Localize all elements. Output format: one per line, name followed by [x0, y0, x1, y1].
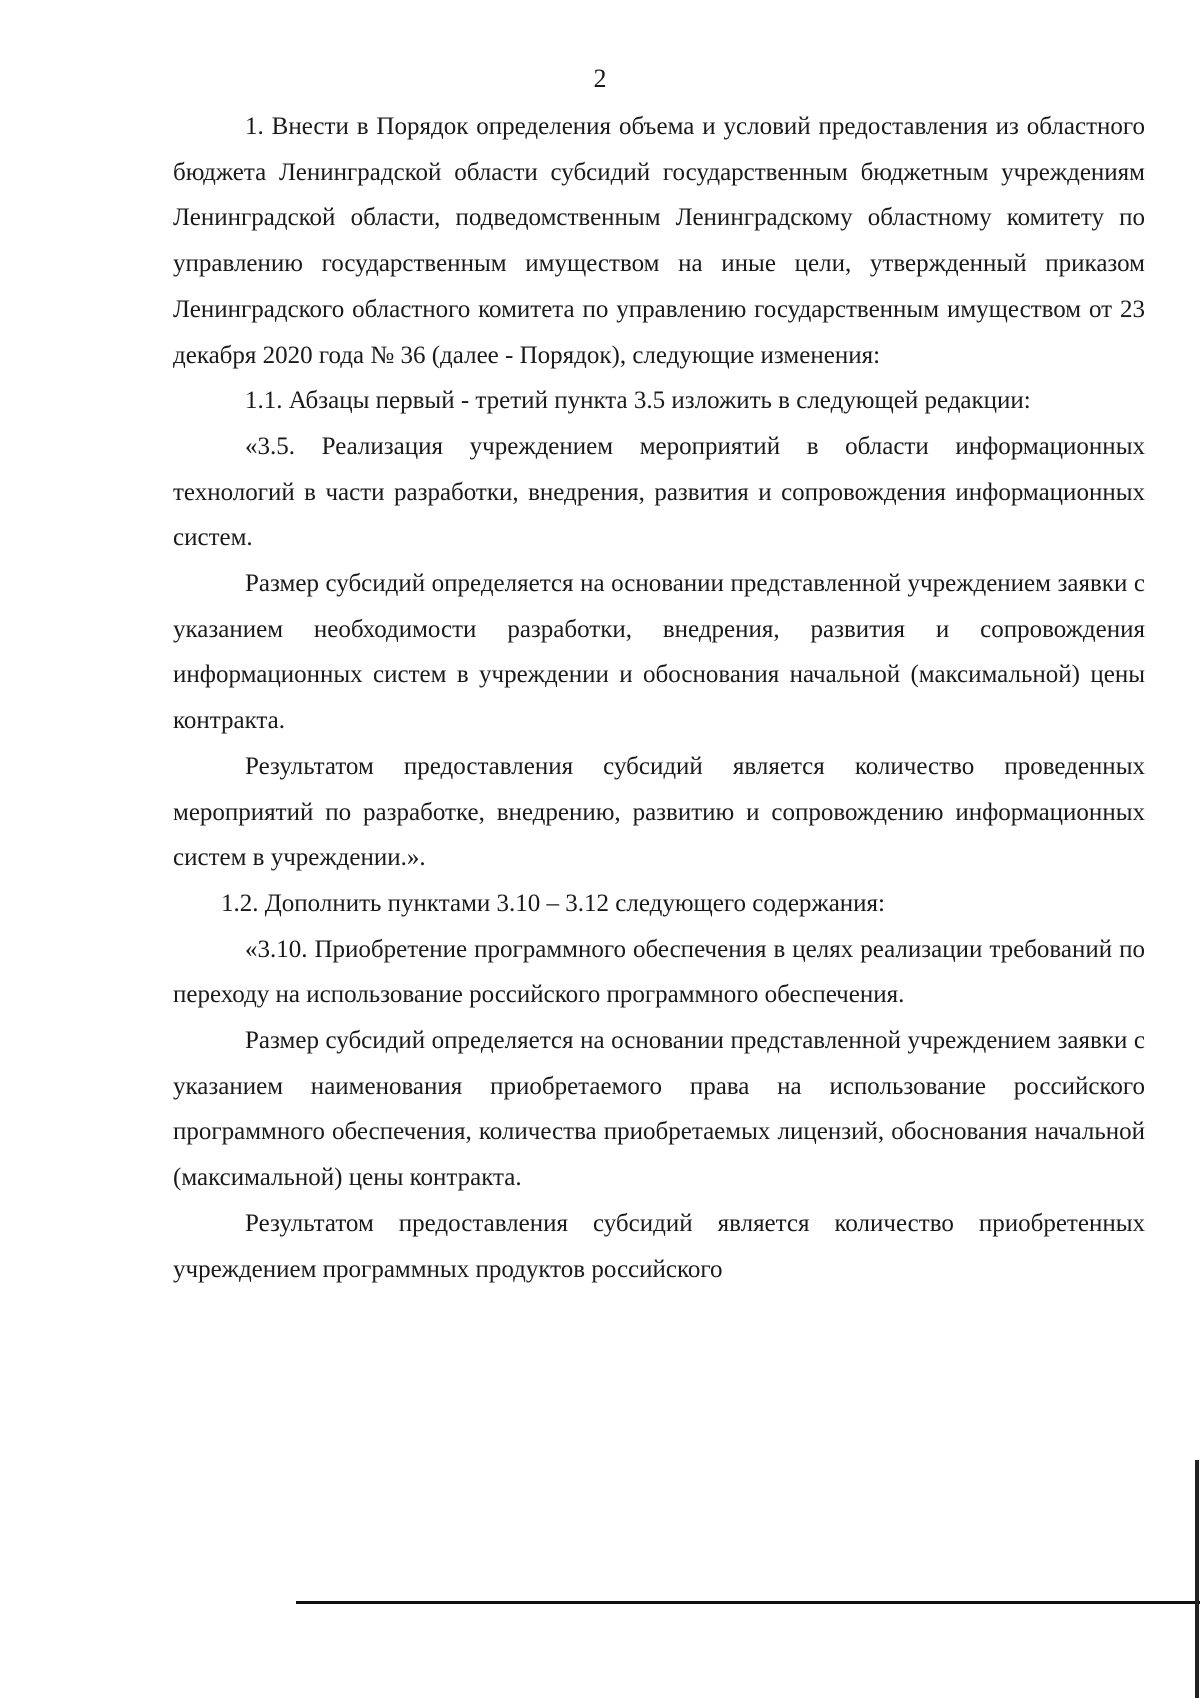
paragraph-1: 1. Внести в Порядок определения объема и условий предоставления из областного бюджета Ленинградской области субсидий государственным бюджетным учреждениям Ленинградской области, подведомственным Ленинградскому областному комитету по управлению государственным имуществом на иные цели, утвержденный приказом Ленинградского областного комитета по управлению государственным имуществом от 23 декабря 2020 года № 36 (далее - Порядок), следующие изменения:: [173, 113, 1145, 369]
paragraph-3-10-result: Результатом предоставления субсидий является количество приобретенных учреждением программных продуктов российского: [173, 1209, 1145, 1283]
paragraph-3-10-size: Размер субсидий определяется на основании представленной учреждением заявки с указанием наименования приобретаемого права на использование российского программного обеспечения, количества приобретаемых лицензий, обоснования начальной (максимальной) цены контракта.: [173, 1027, 1145, 1192]
scan-bottom-edge: [296, 1601, 1200, 1604]
document-body: [173, 104, 1145, 1292]
paragraph-1-2: 1.2. Дополнить пунктами 3.10 – 3.12 следующего содержания:: [221, 889, 885, 917]
paragraph-3-5-size: Размер субсидий определяется на основании представленной учреждением заявки с указанием необходимости разработки, внедрения, развития и сопровождения информационных систем в учреждении и обоснования начальной (максимальной) цены контракта.: [173, 570, 1145, 735]
paragraph-3-10-title: «3.10. Приобретение программного обеспечения в целях реализации требований по переходу на использование российского программного обеспечения.: [173, 935, 1145, 1009]
paragraph-3-5-result: Результатом предоставления субсидий является количество проведенных мероприятий по разработке, внедрению, развитию и сопровождению информационных систем в учреждении.».: [173, 752, 1145, 872]
paragraph-1-1: 1.1. Абзацы первый - третий пункта 3.5 изложить в следующей редакции:: [245, 387, 1031, 415]
page-number: 2: [593, 64, 607, 93]
paragraph-3-5-title: «3.5. Реализация учреждением мероприятий в области информационных технологий в части разработки, внедрения, развития и сопровождения информационных систем.: [173, 432, 1145, 552]
scan-right-edge: [1195, 1460, 1199, 1698]
